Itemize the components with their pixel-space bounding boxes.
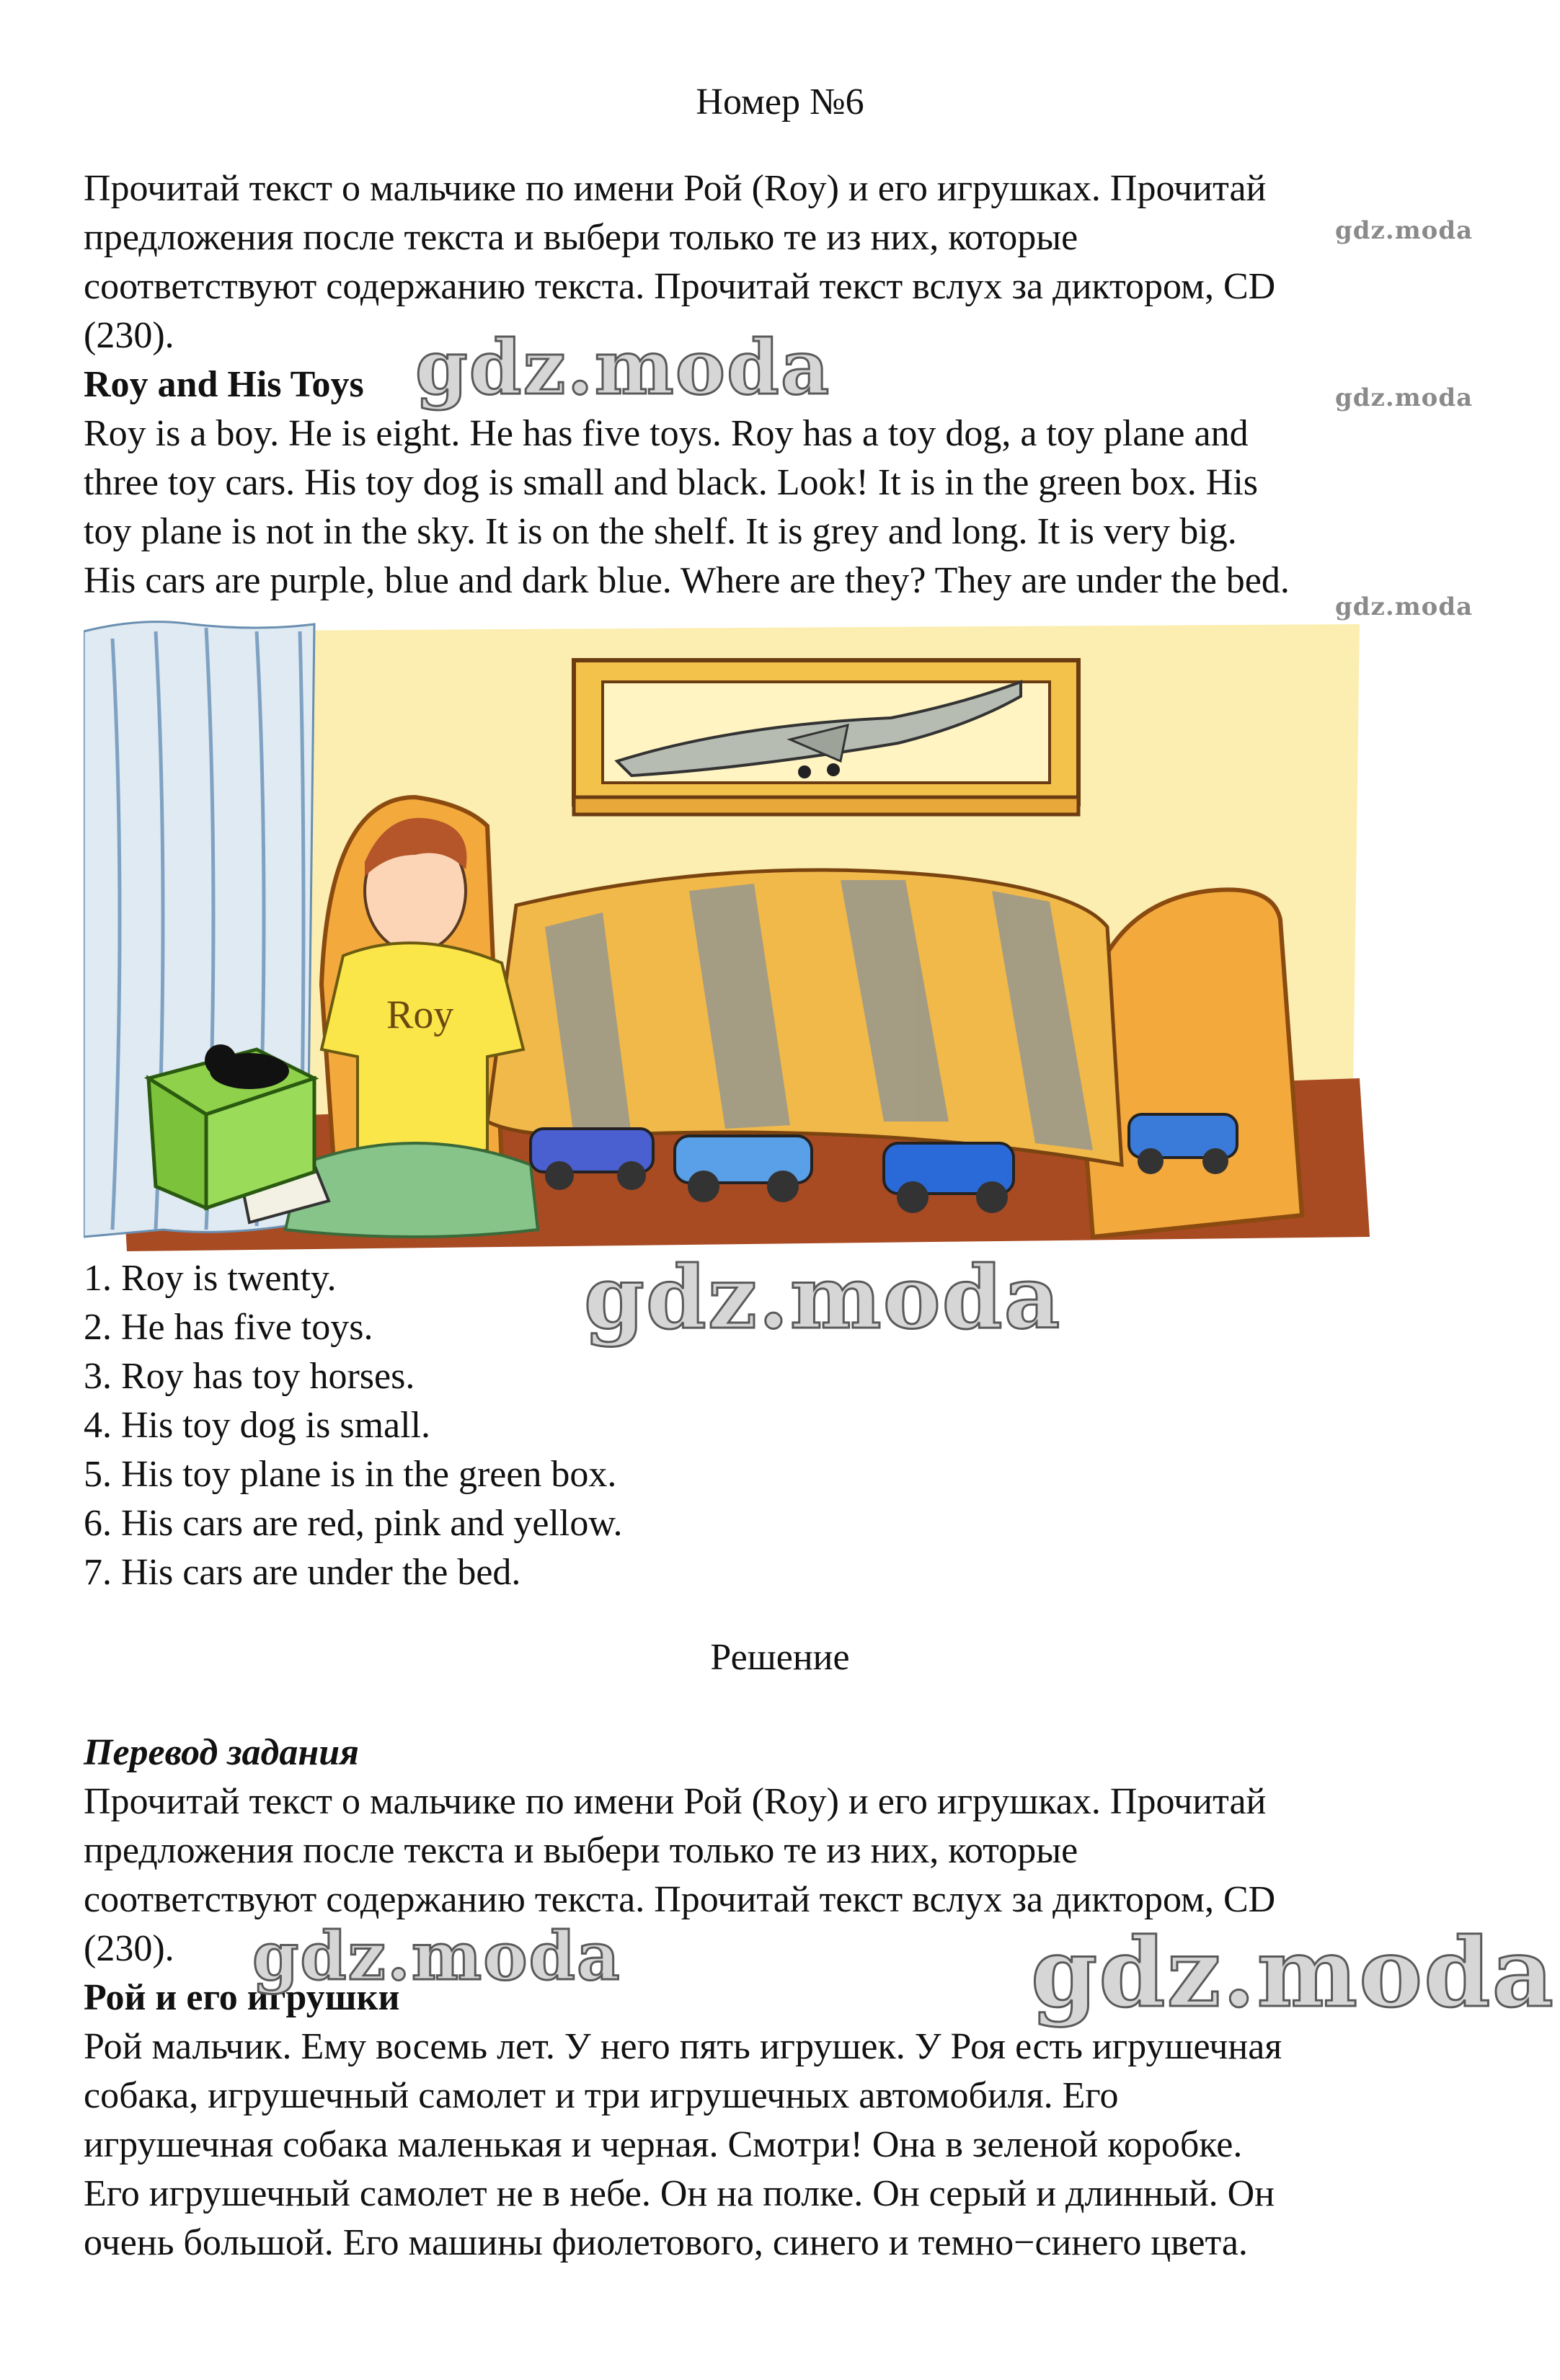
watermark-small-1: gdz.moda [1335,216,1473,245]
watermark-big-3: gdz.moda [252,1917,621,1995]
story-line-2: three toy cars. His toy dog is small and black. Look! It is in the green box. His [84,462,1259,503]
watermark-small-2: gdz.moda [1335,383,1473,412]
page-title: Номер №6 [696,81,864,123]
story-line-4: His cars are purple, blue and dark blue. Where are they? They are under the bed. [84,560,1290,601]
solution-heading: Решение [710,1637,850,1678]
task-line-1: Прочитай текст о мальчике по имени Рой (Roy) и его игрушках. Прочитай [84,168,1267,209]
translated-story-title: Рой и его игрушки [84,1977,400,2018]
task-line-4: (230). [84,315,174,356]
watermark-big-4: gdz.moda [1031,1917,1556,2029]
translation-line-4: (230). [84,1928,174,1969]
story-title: Roy and His Toys [84,364,364,405]
translation-line-2: предложения после текста и выбери только те из них, которые [84,1830,1078,1871]
translated-story-line-3: игрушечная собака маленькая и черная. Смотри! Она в зеленой коробке. [84,2124,1243,2165]
watermark-small-3: gdz.moda [1335,592,1473,621]
translated-story-line-2: собака, игрушечный самолет и три игрушечных автомобиля. Его [84,2075,1119,2116]
statement-6: 6. His cars are red, pink and yellow. [84,1503,623,1544]
statement-3: 3. Roy has toy horses. [84,1356,415,1397]
task-line-2: предложения после текста и выбери только те из них, которые [84,217,1078,258]
story-line-1: Roy is a boy. He is eight. He has five toys. Roy has a toy dog, a toy plane and [84,413,1249,454]
watermark-big-1: gdz.moda [415,323,831,412]
story-line-3: toy plane is not in the sky. It is on the shelf. It is grey and long. It is very big. [84,511,1237,552]
statement-5: 5. His toy plane is in the green box. [84,1454,617,1495]
statement-4: 4. His toy dog is small. [84,1405,431,1446]
translation-line-3: соответствуют содержанию текста. Прочитай текст вслух за диктором, CD [84,1879,1276,1920]
translation-heading: Перевод задания [84,1732,359,1773]
translation-line-1: Прочитай текст о мальчике по имени Рой (Roy) и его игрушках. Прочитай [84,1781,1267,1822]
translated-story-line-1: Рой мальчик. Ему восемь лет. У него пять игрушек. У Роя есть игрушечная [84,2026,1282,2067]
bedroom-illustration [84,617,1370,1251]
translated-story-line-4: Его игрушечный самолет не в небе. Он на полке. Он серый и длинный. Он [84,2173,1275,2214]
shirt-label: Roy [386,993,454,1037]
task-line-3: соответствуют содержанию текста. Прочитай текст вслух за диктором, CD [84,266,1276,307]
translated-story-line-5: очень большой. Его машины фиолетового, синего и темно−синего цвета. [84,2222,1248,2263]
statement-7: 7. His cars are under the bed. [84,1552,521,1593]
statement-1: 1. Roy is twenty. [84,1258,337,1299]
statement-2: 2. He has five toys. [84,1307,373,1348]
watermark-big-2: gdz.moda [584,1247,1062,1349]
